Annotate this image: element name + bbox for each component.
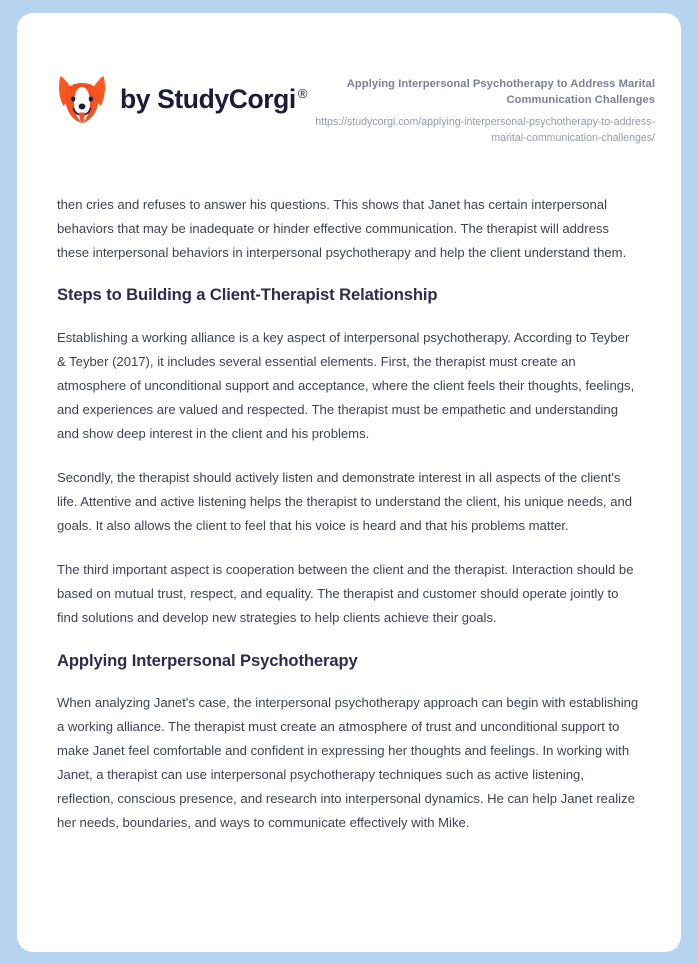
body-paragraph: The third important aspect is cooperation between the client and the therapist. Interaction should be based on mutual trust, respect, and equality. The therapist and customer should operate jointly to find solutions and develop new strategies to help clients achieve their goals.	[57, 561, 634, 625]
body-paragraph: then cries and refuses to answer his questions. This shows that Janet has certain interpersonal behaviors that may be inadequate or hinder effective communication. The therapist will address these interpersonal behaviors in interpersonal psychotherapy and help the client understand them.	[57, 196, 627, 260]
document-meta	[305, 63, 655, 147]
body-paragraph: When analyzing Janet's case, the interpersonal psychotherapy approach can begin with establishing a working alliance. The therapist must create an atmosphere of trust and unconditional support to make Janet feel comfortable and confident in expressing her thoughts and feelings. In working with Janet, a therapist can use interpersonal psychotherapy techniques such as active listening, reflection, conscious presence, and research into interpersonal dynamics. He can help Janet realize her needs, boundaries, and ways to communicate effectively with Mike.	[57, 695, 639, 830]
document-content	[17, 193, 681, 835]
corgi-logo-icon	[57, 73, 107, 125]
registered-trademark-icon: ®	[297, 85, 308, 101]
page-header	[17, 13, 681, 147]
document-title: Applying Interpersonal Psychotherapy to Address Marital Communication Challenges	[346, 78, 655, 106]
document-page	[17, 13, 681, 952]
section-heading: Steps to Building a Client-Therapist Relationship	[57, 285, 438, 305]
brand-wordmark	[120, 83, 308, 114]
brand-wordmark-text: by StudyCorgi	[120, 83, 296, 114]
document-url[interactable]: https://studycorgi.com/applying-interpersonal-psychotherapy-to-address-marital-communication-challenges/	[315, 115, 655, 144]
body-paragraph: Secondly, the therapist should actively listen and demonstrate interest in all aspects of the client's life. Attentive and active listening helps the therapist to understand the client, his unique needs, and goals. It also allows the client to feel that his voice is heard and that his problems matter.	[57, 469, 633, 533]
brand-logo[interactable]	[57, 63, 308, 125]
body-paragraph: Establishing a working alliance is a key aspect of interpersonal psychotherapy. According to Teyber & Teyber (2017), it includes several essential elements. First, the therapist must create an atmosphere of unconditional support and acceptance, where the client feels their thoughts, feelings, and experiences are valued and respected. The therapist must be empathetic and understanding and show deep interest in the client and his problems.	[57, 330, 635, 441]
section-heading: Applying Interpersonal Psychotherapy	[57, 650, 358, 670]
